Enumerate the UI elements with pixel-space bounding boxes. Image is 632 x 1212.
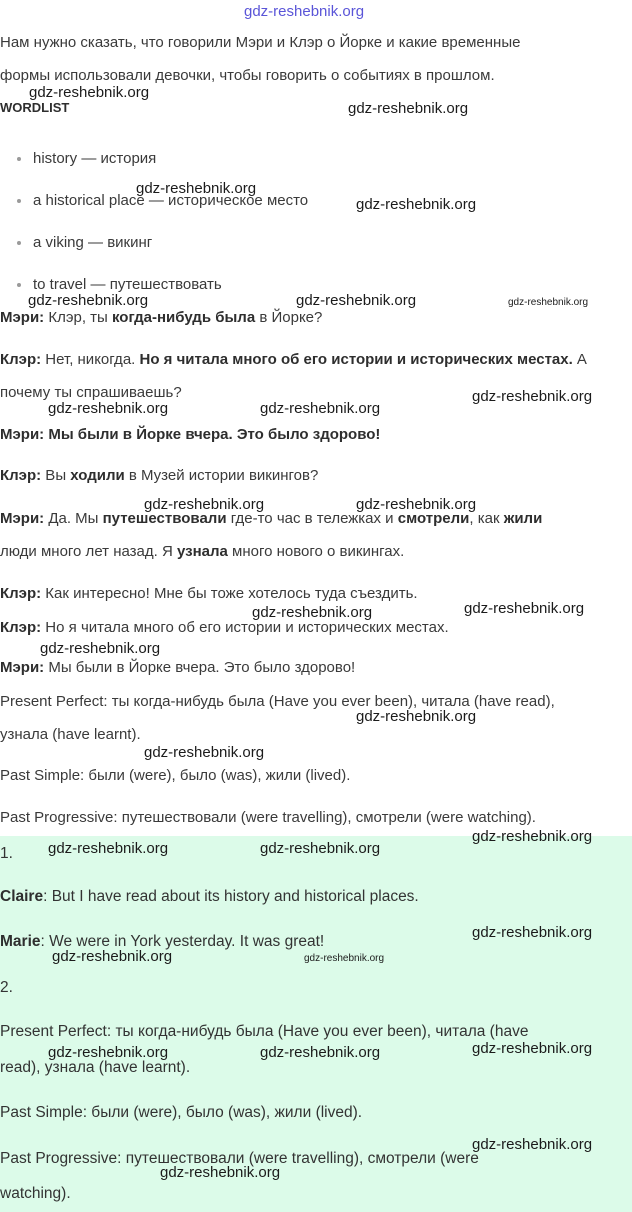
bullet-icon (17, 283, 21, 287)
speaker: Мэри: (0, 659, 45, 676)
answer-line: Мэри: Мы были в Йорке вчера. Это было здорово! (0, 659, 356, 676)
speaker: Мэри: (0, 426, 45, 443)
bullet-icon (17, 241, 21, 245)
watermark: gdz-reshebnik.org (508, 297, 589, 308)
solution-line: Marie: We were in York yesterday. It was great! (0, 933, 325, 950)
dialogue-line: Клэр: Вы ходили в Музей истории викингов? (0, 467, 319, 484)
watermark: gdz-reshebnik.org (48, 400, 169, 417)
past-progressive-line: Past Progressive: путешествовали (were travelling), смотрели (were watching). (0, 809, 536, 826)
watermark: gdz-reshebnik.org (356, 196, 477, 213)
bullet-icon (17, 157, 21, 161)
watermark: gdz-reshebnik.org (348, 100, 469, 117)
present-perfect-line: Present Perfect: ты когда-нибудь была (Have you ever been), читала (have read), (0, 693, 555, 710)
dialogue-line: Клэр: Нет, никогда. Но я читала много об его истории и исторических местах. А (0, 351, 587, 368)
watermark: gdz-reshebnik.org (48, 840, 169, 857)
wordlist-item: a historical place — историческое место (33, 192, 309, 209)
speaker: Клэр: (0, 619, 42, 636)
solution-line-continued: watching). (0, 1185, 71, 1202)
watermark: gdz-reshebnik.org (472, 1136, 593, 1153)
wordlist-item: a viking — викинг (33, 234, 153, 251)
solution-line: Present Perfect: ты когда-нибудь была (Have you ever been), читала (have (0, 1023, 529, 1040)
intro-line-2: формы использовали девочки, чтобы говорить о событиях в прошлом. (0, 67, 495, 84)
watermark: gdz-reshebnik.org (472, 388, 593, 405)
watermark: gdz-reshebnik.org (472, 828, 593, 845)
watermark: gdz-reshebnik.org (29, 84, 150, 101)
past-simple-line: Past Simple: были (were), было (was), жили (lived). (0, 767, 351, 784)
speaker: Marie (0, 933, 41, 950)
watermark: gdz-reshebnik.org (464, 600, 585, 617)
solution-number: 1. (0, 845, 13, 862)
wordlist-title: WORDLIST (0, 100, 70, 115)
watermark: gdz-reshebnik.org (356, 496, 477, 513)
watermark: gdz-reshebnik.org (40, 640, 161, 657)
watermark: gdz-reshebnik.org (260, 400, 381, 417)
dialogue-line: Мэри: Клэр, ты когда-нибудь была в Йорке? (0, 309, 323, 326)
speaker: Клэр: (0, 467, 42, 484)
watermark: gdz-reshebnik.org (52, 948, 173, 965)
wordlist-item: history — история (33, 150, 157, 167)
watermark: gdz-reshebnik.org (144, 744, 265, 761)
intro-line-1: Нам нужно сказать, что говорили Мэри и Клэр о Йорке и какие временные (0, 34, 521, 51)
watermark: gdz-reshebnik.org (304, 953, 385, 964)
speaker: Claire (0, 888, 44, 905)
watermark: gdz-reshebnik.org (472, 1040, 593, 1057)
dialogue-line: Клэр: Как интересно! Мне бы тоже хотелось туда съездить. (0, 585, 418, 602)
watermark: gdz-reshebnik.org (252, 604, 373, 621)
dialogue-line-continued: люди много лет назад. Я узнала много нового о викингах. (0, 543, 405, 560)
present-perfect-line-continued: узнала (have learnt). (0, 726, 141, 743)
dialogue-line: Мэри: Мы были в Йорке вчера. Это было здорово! (0, 426, 381, 443)
bullet-icon (17, 199, 21, 203)
watermark: gdz-reshebnik.org (144, 496, 265, 513)
speaker: Мэри: (0, 510, 45, 527)
speaker: Мэри: (0, 309, 45, 326)
watermark: gdz-reshebnik.org (48, 1044, 169, 1061)
watermark: gdz-reshebnik.org (136, 180, 257, 197)
watermark: gdz-reshebnik.org (356, 708, 477, 725)
watermark: gdz-reshebnik.org (260, 1044, 381, 1061)
solution-line-continued: read), узнала (have learnt). (0, 1059, 191, 1076)
solution-line: Past Simple: были (were), было (was), жили (lived). (0, 1104, 363, 1121)
answer-line: Клэр: Но я читала много об его истории и исторических местах. (0, 619, 449, 636)
solution-line: Claire: But I have read about its history and historical places. (0, 888, 419, 905)
speaker: Клэр: (0, 351, 42, 368)
watermark: gdz-reshebnik.org (160, 1164, 281, 1181)
watermark: gdz-reshebnik.org (244, 3, 365, 20)
watermark: gdz-reshebnik.org (296, 292, 417, 309)
dialogue-line-continued: почему ты спрашиваешь? (0, 384, 182, 401)
solution-line: Past Progressive: путешествовали (were travelling), смотрели (were (0, 1150, 479, 1167)
dialogue-line: Мэри: Да. Мы путешествовали где-то час в тележках и смотрели, как жили (0, 510, 543, 527)
speaker: Клэр: (0, 585, 42, 602)
watermark: gdz-reshebnik.org (28, 292, 149, 309)
watermark: gdz-reshebnik.org (472, 924, 593, 941)
watermark: gdz-reshebnik.org (260, 840, 381, 857)
wordlist-item: to travel — путешествовать (33, 276, 222, 293)
solution-number: 2. (0, 979, 13, 996)
